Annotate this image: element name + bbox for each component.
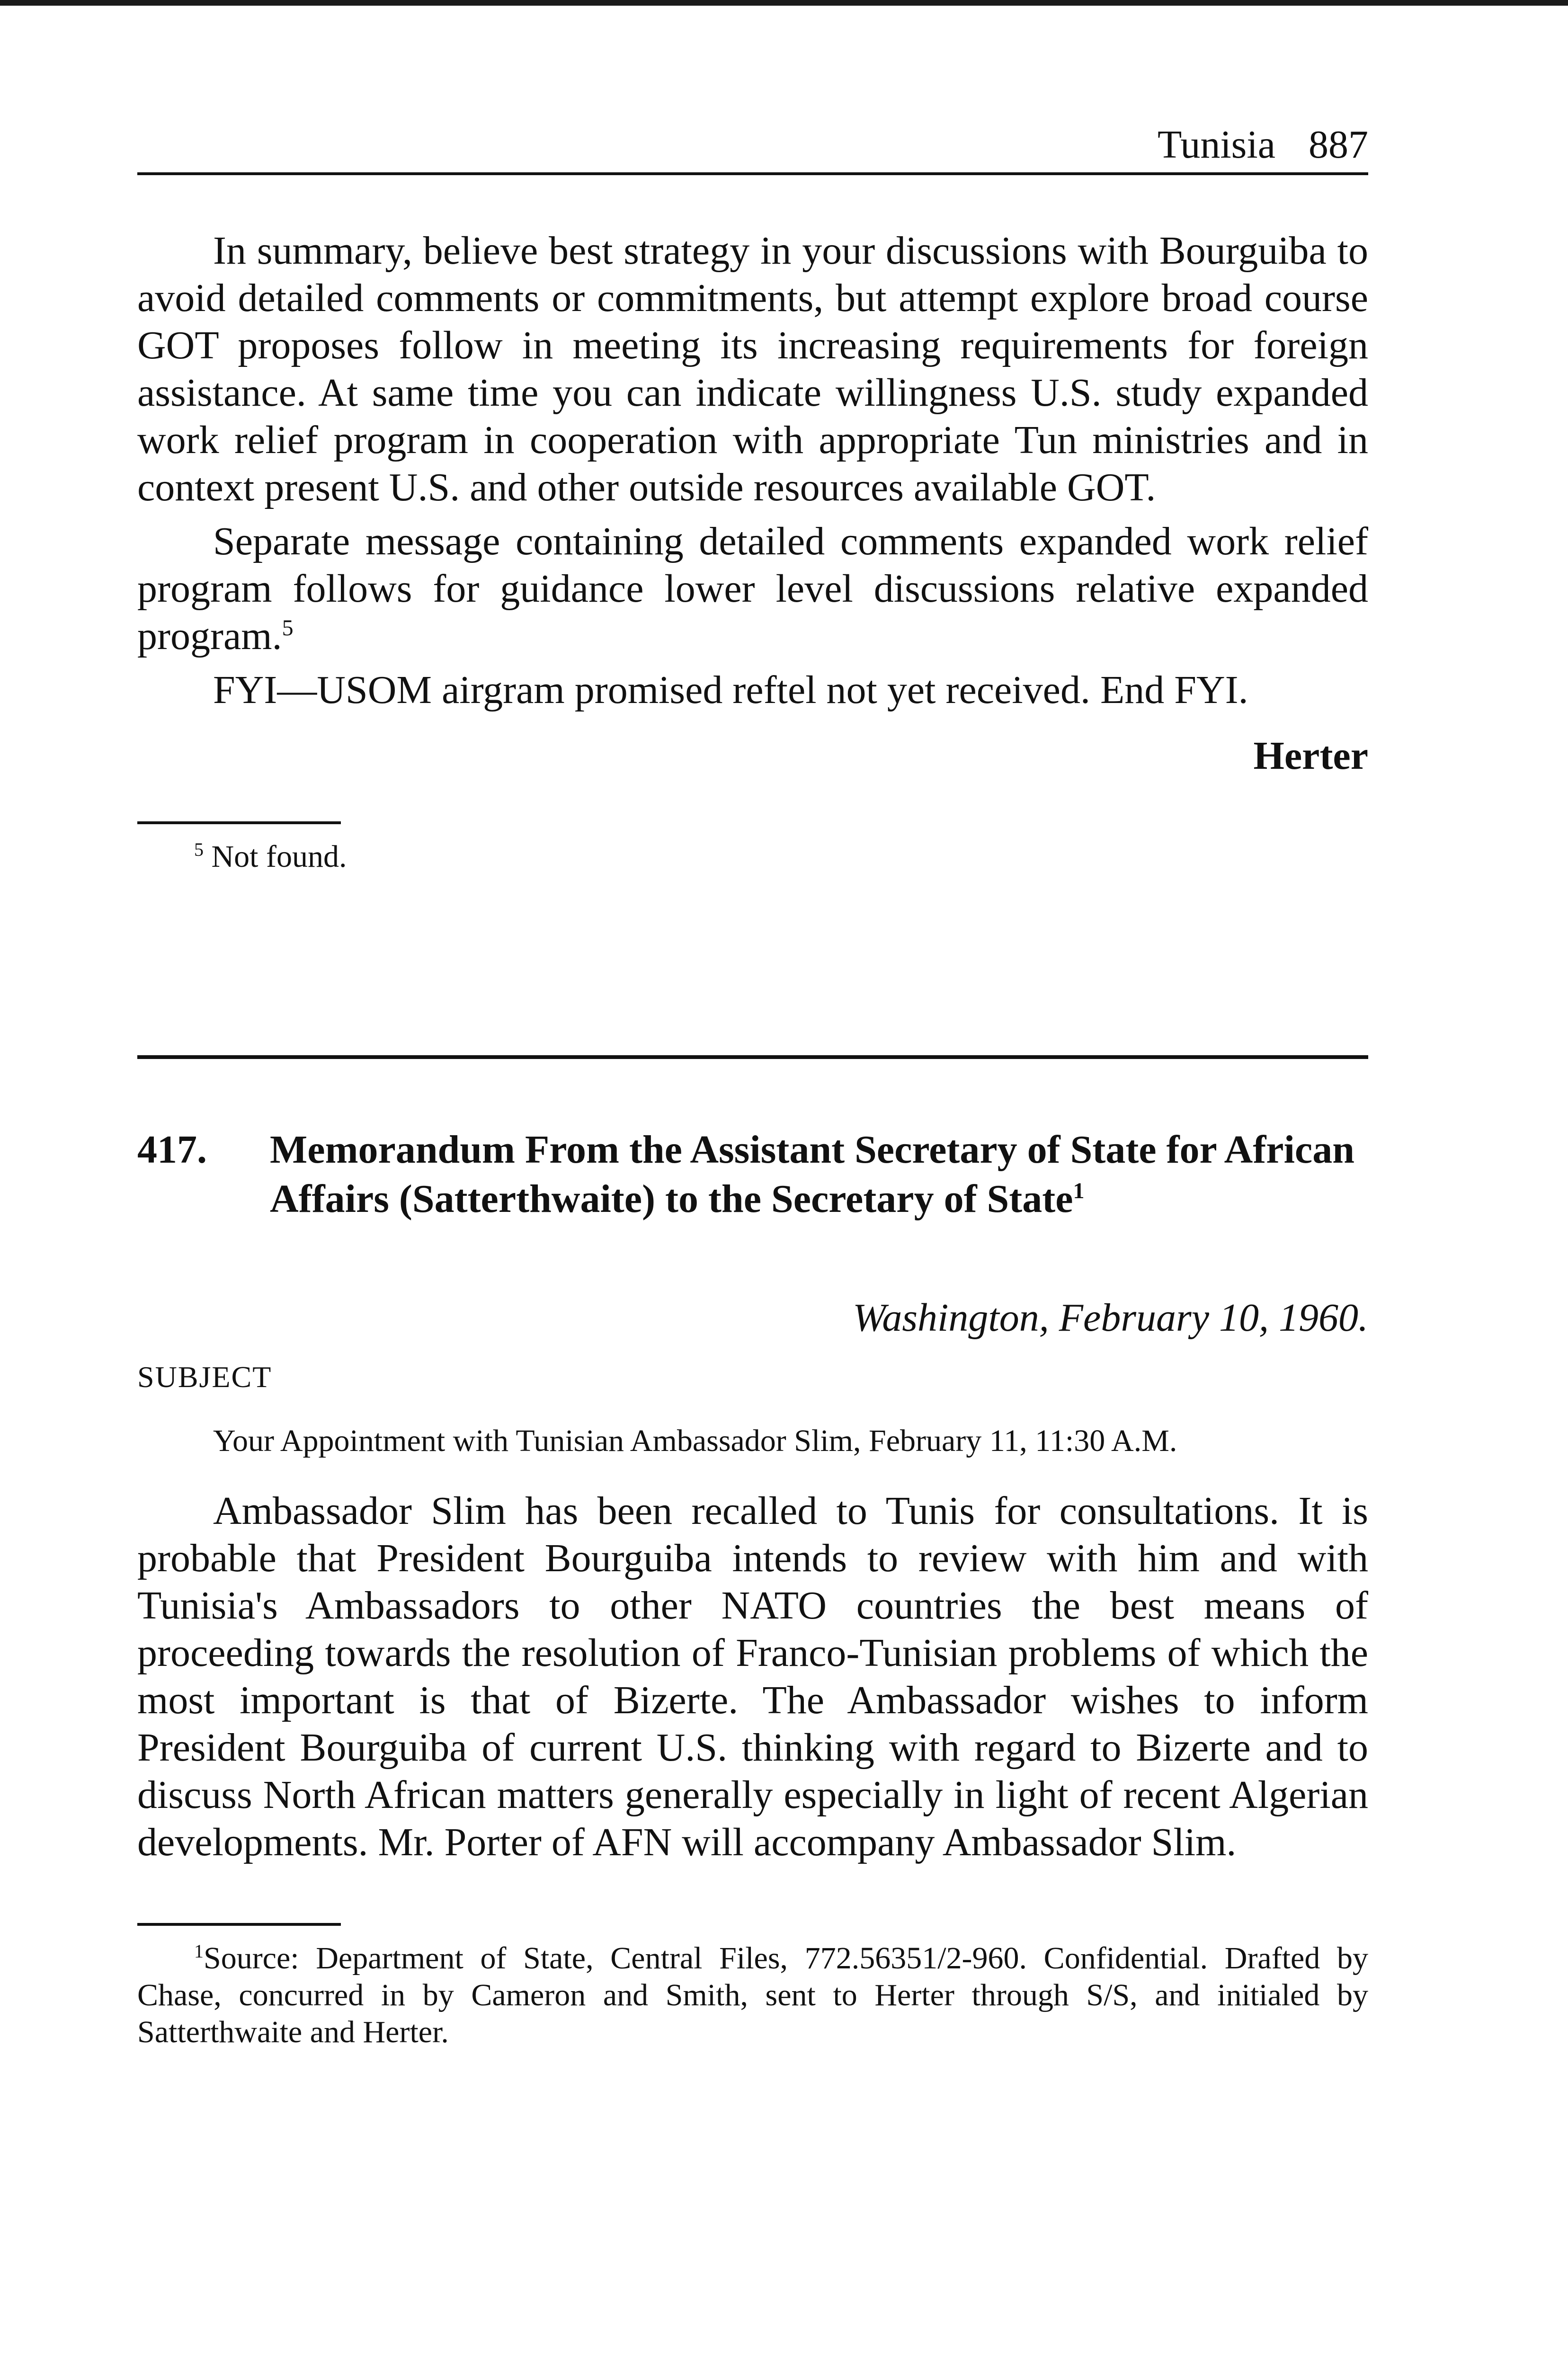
footnote-1-text: Source: Department of State, Central Files, 772.56351/2-960. Confidential. Drafted by Chase, concurred in by Cameron and Smith, sent to Herter through S/S, and initialed by Satterthwaite and Herter.: [137, 1941, 1368, 2050]
scan-edge: [0, 0, 1568, 6]
document-heading: [137, 1125, 1368, 1224]
running-head: [137, 123, 1368, 175]
memo-body: Ambassador Slim has been recalled to Tunis for consultations. It is probable that President Bourguiba intends to review with him and with Tunisia's Ambassadors to other NATO countries the best means of proceeding towards the resolution of Franco-Tunisian problems of which the most important is that of Bizerte. The Ambassador wishes to inform President Bourguiba of current U.S. thinking with regard to Bizerte and to discuss North African matters generally especially in light of recent Algerian developments. Mr. Porter of AFN will accompany Ambassador Slim.: [137, 1489, 1368, 1865]
section-divider: [137, 1055, 1368, 1059]
paragraph-separate-message: [137, 518, 1368, 660]
subject-text: Your Appointment with Tunisian Ambassador Slim, February 11, 11:30 A.M.: [213, 1424, 1177, 1459]
paragraph-fyi: FYI—USOM airgram promised reftel not yet received. End FYI.: [213, 668, 1248, 712]
footnote-5-text: Not found.: [211, 839, 347, 874]
running-head-title: Tunisia: [1157, 123, 1275, 167]
footnote-1: [137, 1940, 1368, 2051]
footnote-ref-1: 1: [1073, 1178, 1085, 1204]
footnote-divider: [137, 821, 341, 824]
subject-label: SUBJECT: [137, 1360, 272, 1394]
footnote-1-marker: 1: [194, 1940, 204, 1962]
document-number: 417.: [137, 1128, 207, 1172]
footnote-5-marker: 5: [194, 839, 204, 861]
paragraph-summary: In summary, believe best strategy in your discussions with Bourguiba to avoid detailed comments or commitments, but attempt explore broad course GOT proposes follow in meeting its increasing requirements for foreign assistance. At same time you can indicate willingness U.S. study expanded work relief program in cooperation with appropriate Tun ministries and in context present U.S. and other outside resources available GOT.: [137, 229, 1368, 510]
document-title-text: Memorandum From the Assistant Secretary of State for African Affairs (Satterthwaite) to the Secretary of State: [270, 1128, 1354, 1221]
document-page: [137, 123, 1368, 2051]
paragraph-separate-message-text: Separate message containing detailed comments expanded work relief program follows for guidance lower level discussions relative expanded program.: [137, 519, 1368, 658]
document-title: [270, 1125, 1368, 1224]
footnote-5: [137, 838, 1368, 875]
footnote-ref-5: 5: [282, 615, 294, 641]
signature: Herter: [1253, 734, 1368, 778]
page-number: 887: [1309, 123, 1368, 167]
footnote-divider-2: [137, 1923, 341, 1926]
dateline: Washington, February 10, 1960.: [853, 1296, 1368, 1340]
